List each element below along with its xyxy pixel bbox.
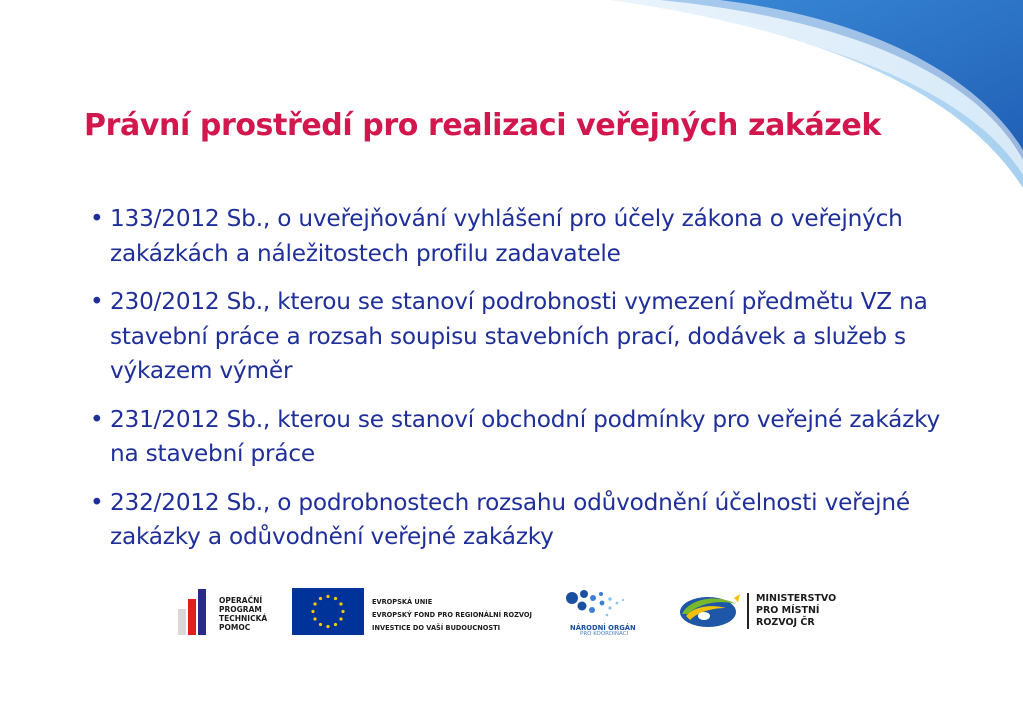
nok-dots-icon	[560, 586, 630, 622]
bullet-marker: •	[90, 405, 104, 433]
bullet-text: 230/2012 Sb., kterou se stanoví podrobnosti vymezení předmětu VZ na stavební práce a rozsah soupisu stavebních prací, dodávek a služeb s výkazem výměr	[110, 288, 928, 384]
eu-line: EVROPSKÝ FOND PRO REGIONÁLNÍ ROZVOJ	[372, 611, 532, 619]
bullet-text: 231/2012 Sb., kterou se stanoví obchodní podmínky pro veřejné zakázky na stavební práce	[110, 405, 941, 467]
eu-line: INVESTICE DO VAŠÍ BUDOUCNOSTI	[372, 624, 501, 632]
mmr-line: ROZVOJ ČR	[756, 617, 815, 628]
bullet-item	[90, 202, 950, 271]
mmr-logo-icon	[678, 592, 742, 630]
bullet-item	[90, 486, 950, 555]
bullet-marker: •	[90, 488, 104, 516]
bullet-marker: •	[90, 205, 104, 232]
optp-bars-icon	[176, 589, 216, 635]
optp-line: TECHNICKÁ	[219, 614, 268, 623]
eu-flag-icon	[292, 588, 364, 635]
optp-line: POMOC	[219, 623, 251, 632]
eu-line: EVROPSKÁ UNIE	[372, 598, 433, 606]
bullet-marker: •	[90, 288, 104, 315]
nok-line: PRO KOORDINACI	[580, 631, 629, 637]
bullet-text: 133/2012 Sb., o uveřejňování vyhlášení pro účely zákona o veřejných zakázkách a náležitostech profilu zadavatele	[110, 205, 903, 267]
bullet-item	[90, 285, 950, 389]
optp-line: PROGRAM	[219, 605, 262, 614]
slide-title: Právní prostředí pro realizaci veřejných zakázek	[84, 108, 881, 143]
bullet-text: 232/2012 Sb., o podrobnostech rozsahu odůvodnění účelnosti veřejné zakázky a odůvodnění veřejné zakázky	[110, 488, 910, 550]
mmr-line: PRO MÍSTNÍ	[756, 605, 820, 616]
optp-line: OPERAČNÍ	[219, 596, 263, 605]
mmr-divider	[747, 593, 749, 629]
mmr-line: MINISTERSTVO	[756, 593, 837, 604]
nok-line: NÁRODNÍ ORGÁN	[570, 624, 636, 632]
bullet-item	[90, 403, 950, 472]
bullet-list	[90, 202, 950, 569]
